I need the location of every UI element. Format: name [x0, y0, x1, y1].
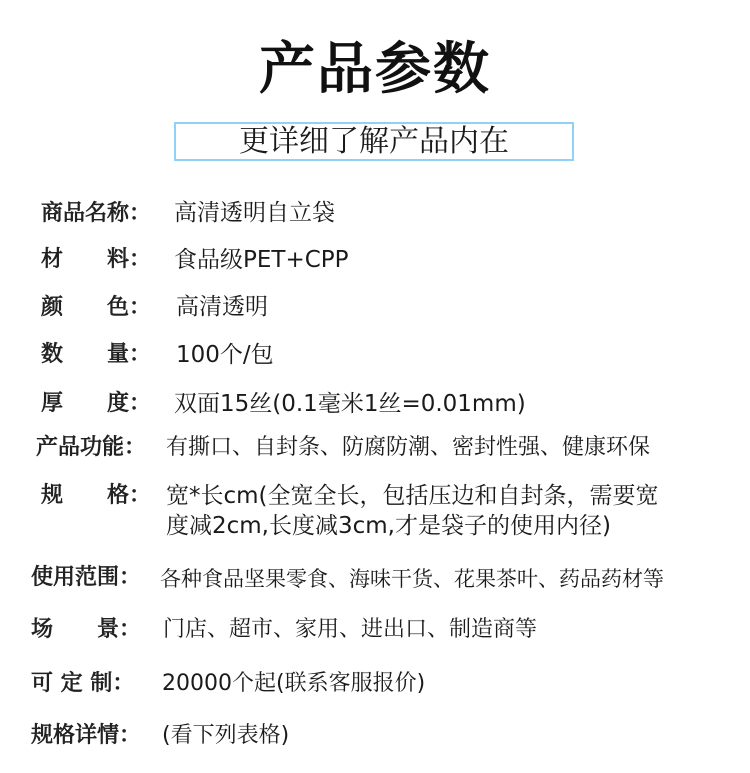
spec-label: 可 定 制： [31, 671, 135, 696]
spec-value: (看下列表格) [162, 723, 290, 748]
subtitle-box [174, 122, 574, 161]
spec-label: 颜 色： [41, 295, 152, 320]
spec-label: 数 量： [41, 342, 152, 367]
spec-value-line1: 宽*长cm(全宽全长，包括压边和自封条，需要宽 [166, 483, 659, 509]
spec-value: 有撕口、自封条、防腐防潮、密封性强、健康环保 [166, 435, 651, 460]
spec-value: 各种食品坚果零食、海味干货、花果茶叶、药品药材等 [160, 567, 664, 591]
subtitle-text: 更详细了解产品内在 [239, 124, 509, 159]
page-title: 产品参数 [259, 37, 491, 102]
spec-label: 规 格： [41, 483, 152, 508]
spec-value: 门店、超市、家用、进出口、制造商等 [163, 617, 538, 642]
spec-label: 材 料： [41, 247, 152, 272]
spec-label: 产品功能： [36, 435, 147, 460]
spec-label: 厚 度： [41, 391, 152, 416]
spec-label: 商品名称： [41, 201, 152, 226]
spec-value: 高清透明 [176, 294, 268, 320]
spec-label: 规格详情： [31, 723, 142, 748]
spec-value: 100个/包 [176, 342, 274, 368]
spec-label: 场 景： [31, 617, 142, 642]
spec-value: 食品级PET+CPP [174, 247, 349, 273]
spec-label: 使用范围： [31, 565, 142, 590]
spec-value: 双面15丝(0.1毫米1丝=0.01mm) [174, 391, 526, 417]
spec-value-line2: 度减2cm,长度减3cm,才是袋子的使用内径) [166, 513, 611, 539]
spec-value: 高清透明自立袋 [174, 200, 335, 226]
spec-value: 20000个起(联系客服报价) [162, 671, 426, 696]
